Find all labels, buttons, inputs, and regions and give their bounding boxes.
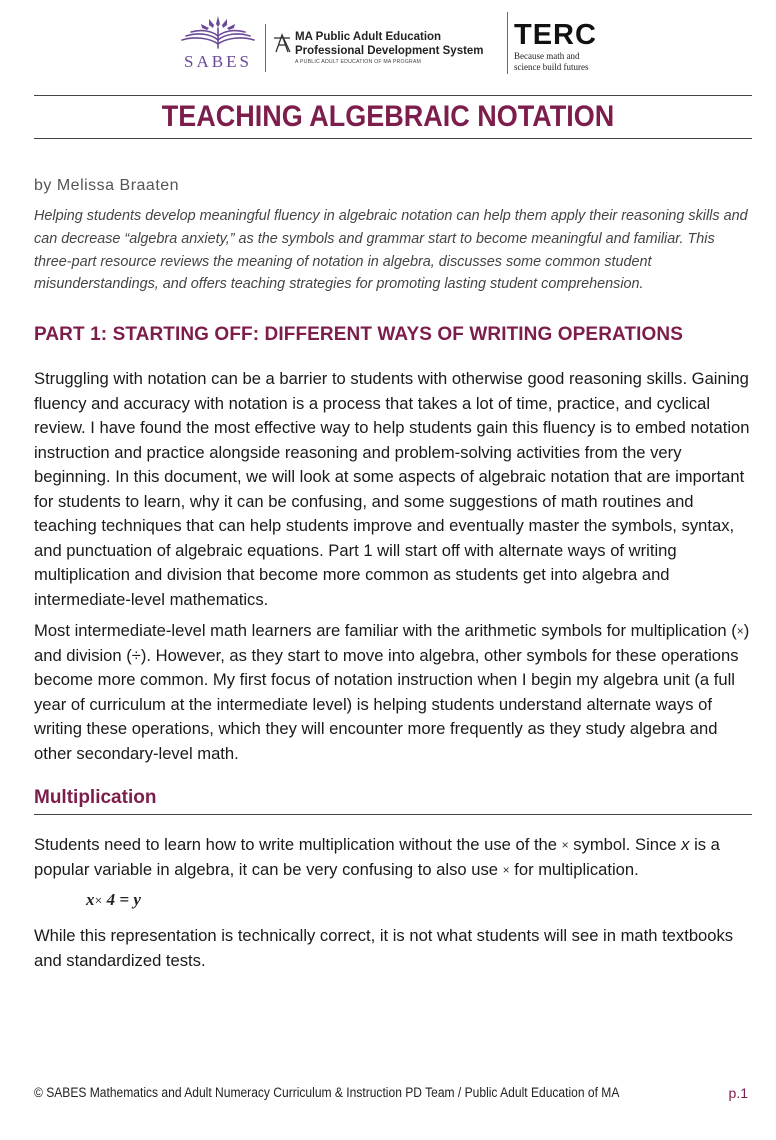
part1-heading: PART 1: STARTING OFF: DIFFERENT WAYS OF WRITING OPERATIONS bbox=[34, 324, 683, 346]
abstract: Helping students develop meaningful fluency in algebraic notation can help them apply their reasoning skills and can decrease “algebra anxiety,” as the symbols and grammar start to become meaningful and familiar. This three-part resource reviews the meaning of notation in algebra, discusses some common student misunderstandings, and offers teaching strategies for promoting lasting student comprehension. bbox=[34, 208, 748, 293]
mapaes-line-1: MA Public Adult Education bbox=[295, 31, 442, 43]
terc-tagline-1: Because math and bbox=[514, 51, 580, 61]
mapaes-emblem-icon bbox=[272, 32, 292, 54]
terc-tagline-2: science build futures bbox=[514, 62, 589, 72]
paragraph-3-text: symbol. Since bbox=[568, 835, 682, 855]
terc-wordmark: TERC bbox=[514, 19, 597, 51]
times-symbol: × bbox=[502, 862, 510, 877]
logo-divider-2 bbox=[507, 12, 508, 74]
page-footer bbox=[34, 1084, 752, 1104]
page-title: TEACHING ALGEBRAIC NOTATION bbox=[161, 100, 615, 133]
times-symbol: × bbox=[561, 838, 569, 853]
paragraph-2-text: Most intermediate-level math learners are familiar with the arithmetic symbols for multiplication ( bbox=[34, 621, 737, 641]
variable-x: x bbox=[681, 835, 690, 855]
author-byline: by Melissa Braaten bbox=[34, 177, 180, 194]
equation-example bbox=[86, 888, 752, 914]
equation-times: × bbox=[94, 894, 103, 910]
paragraph-2-text: ) and division ( bbox=[34, 621, 750, 665]
equation-x: x bbox=[86, 890, 95, 910]
paragraph-3 bbox=[34, 833, 752, 882]
paragraph-2 bbox=[34, 619, 752, 766]
mapaes-subline: A PUBLIC ADULT EDUCATION OF MA PROGRAM bbox=[295, 59, 422, 65]
equation-rest: 4 = y bbox=[102, 890, 141, 910]
open-book-icon bbox=[176, 14, 260, 50]
terc-logo bbox=[514, 20, 624, 72]
logo-divider bbox=[265, 24, 266, 72]
title-bottom-rule bbox=[34, 138, 752, 139]
mapaes-line-2: Professional Development System bbox=[295, 45, 484, 57]
sabes-logo bbox=[176, 14, 260, 76]
document-body bbox=[34, 176, 752, 973]
divide-symbol: ÷ bbox=[131, 645, 141, 665]
multiplication-heading: Multiplication bbox=[34, 785, 752, 815]
paragraph-3-text: Students need to learn how to write multiplication without the use of the bbox=[34, 835, 562, 855]
title-top-rule bbox=[34, 95, 752, 96]
paragraph-3-text: for multiplication. bbox=[509, 859, 639, 879]
paragraph-3-text: is a popular variable in algebra, it can be very confusing to also use bbox=[34, 835, 720, 879]
paragraph-4: While this representation is technically correct, it is not what students will see in math textbooks and standardized tests. bbox=[34, 926, 734, 970]
times-symbol: × bbox=[736, 624, 744, 639]
page-number: p.1 bbox=[728, 1085, 748, 1101]
sabes-wordmark: SABES bbox=[184, 52, 252, 71]
paragraph-2-text: ). However, as they start to move into algebra, other symbols for these operations become more common. My first focus of notation instruction when I begin my algebra unit (a full year of curriculum at the intermediate level) is helping students understand alternate ways of writing these operations, which they will encounter more frequently as they study algebra and other secondary-level math. bbox=[34, 645, 739, 763]
footer-copyright: © SABES Mathematics and Adult Numeracy Curriculum & Instruction PD Team / Public Adult Education of MA bbox=[34, 1085, 620, 1100]
page-header bbox=[0, 0, 776, 95]
paragraph-1: Struggling with notation can be a barrier to students with otherwise good reasoning skills. Gaining fluency and accuracy with notation is a process that takes a lot of time, practice, and cyclical review. I have found the most effective way to help students gain this fluency is to embed notation instruction and practice alongside reasoning and problem-solving activities from the very beginning. In this document, we will look at some aspects of algebraic notation that are important for students to learn, why it can be confusing, and some suggestions of math routines and teaching techniques that can help students improve and eventually master the symbols, syntax, and punctuation of algebraic equations. Part 1 will start off with alternate ways of writing multiplication and division that become more common as students get into algebra and intermediate-level mathematics. bbox=[34, 369, 750, 609]
